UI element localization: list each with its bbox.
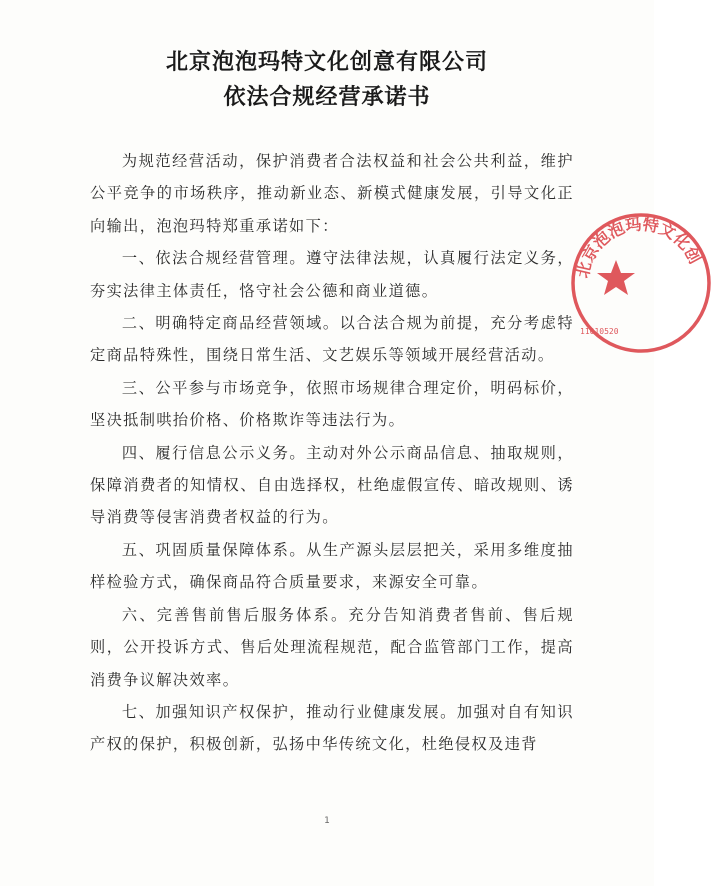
- paragraph-3: 三、公平参与市场竞争，依照市场规律合理定价，明码标价，坚决抵制哄抬价格、价格欺诈等违法行为。: [90, 378, 574, 430]
- seal-number: 11010520: [580, 327, 619, 336]
- document-body: [90, 145, 574, 761]
- document-title-commitment: 依法合规经营承诺书: [223, 84, 431, 110]
- paragraph-5: 五、巩固质量保障体系。从生产源头层层把关，采用多维度抽样检验方式，确保商品符合质量要求，来源安全可靠。: [90, 540, 574, 592]
- seal-star-icon: [597, 260, 635, 295]
- document-title-company: 北京泡泡玛特文化创意有限公司: [165, 49, 488, 75]
- paragraph-2: 二、明确特定商品经营领域。以合法合规为前提，充分考虑特定商品特殊性，围绕日常生活、文艺娱乐等领域开展经营活动。: [90, 314, 574, 365]
- paragraph-intro: 为规范经营活动，保护消费者合法权益和社会公共利益，维护公平竞争的市场秩序，推动新业态、新模式健康发展，引导文化正向输出，泡泡玛特郑重承诺如下：: [90, 152, 574, 235]
- seal-arc-text: 北京泡泡玛特文化创: [572, 214, 705, 280]
- paragraph-4: 四、履行信息公示义务。主动对外公示商品信息、抽取规则，保障消费者的知情权、自由选择权，杜绝虚假宣传、暗改规则、诱导消费等侵害消费者权益的行为。: [90, 443, 574, 527]
- paragraph-1: 一、依法合规经营管理。遵守法律法规，认真履行法定义务，夯实法律主体责任，恪守社会公德和商业道德。: [90, 249, 574, 300]
- page-number: 1: [324, 816, 330, 826]
- paragraph-6: 六、完善售前售后服务体系。充分告知消费者售前、售后规则，公开投诉方式、售后处理流程规范，配合监管部门工作，提高消费争议解决效率。: [90, 605, 574, 689]
- paragraph-7: 七、加强知识产权保护，推动行业健康发展。加强对自有知识产权的保护，积极创新，弘扬中华传统文化，杜绝侵权及违背: [90, 702, 574, 754]
- company-seal-stamp: [566, 208, 716, 358]
